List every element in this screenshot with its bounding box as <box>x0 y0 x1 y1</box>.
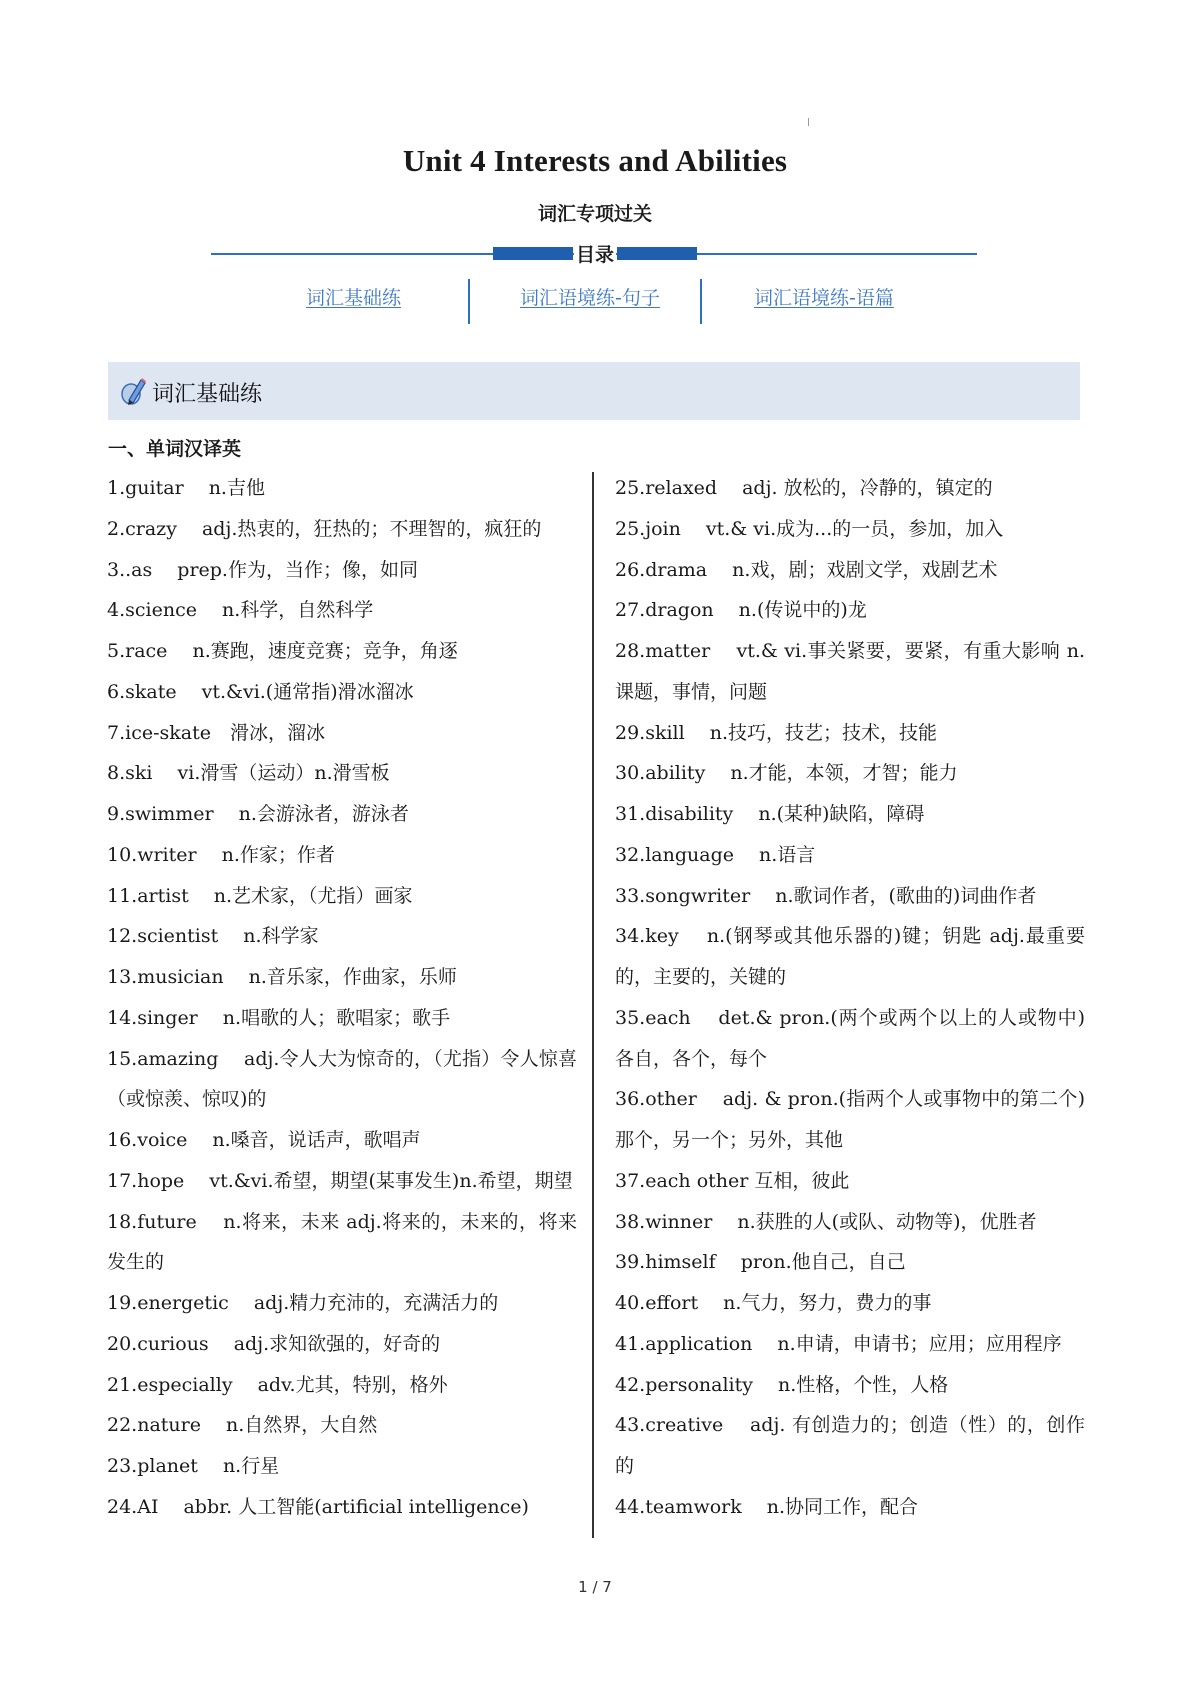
toc-link-basic[interactable]: 词汇基础练 <box>306 287 402 309</box>
vocab-item: 13.musician n.音乐家，作曲家，乐师 <box>107 966 457 988</box>
vocab-item: 41.application n.申请，申请书；应用；应用程序 <box>615 1332 1062 1355</box>
vocab-item: 17.hope vt.&vi.希望，期望(某事发生)n.希望，期望 <box>107 1169 573 1192</box>
vocab-item: 3..as prep.作为，当作；像，如同 <box>107 558 418 581</box>
vocab-item: 40.effort n.气力，努力，费力的事 <box>615 1292 932 1314</box>
vocabulary-list-right <box>615 468 1085 1528</box>
vocab-item: 31.disability n.(某种)缺陷，障碍 <box>615 803 925 825</box>
vocab-item: 20.curious adj.求知欲强的，好奇的 <box>107 1332 441 1355</box>
toc-bar-right <box>617 247 697 260</box>
document-subtitle: 词汇专项过关 <box>537 203 652 225</box>
vocab-item: 18.future n.将来，未来 adj.将来的，未来的，将来发生的 <box>107 1210 577 1274</box>
toc-link-sentence[interactable]: 词汇语境练-句子 <box>520 287 660 309</box>
vocab-item: 15.amazing adj.令人大为惊奇的，（尤指）令人惊喜（或惊羡、惊叹)的 <box>107 1047 577 1111</box>
vocab-item: 23.planet n.行星 <box>107 1455 280 1477</box>
toc-label: 目录 <box>574 240 616 267</box>
vocab-item: 21.especially adv.尤其，特别，格外 <box>107 1373 448 1396</box>
vocab-item: 22.nature n.自然界，大自然 <box>107 1414 378 1437</box>
vocab-item: 8.ski vi.滑雪（运动）n.滑雪板 <box>107 762 390 785</box>
vocab-item: 1.guitar n.吉他 <box>107 477 265 499</box>
vocab-item: 6.skate vt.&vi.(通常指)滑冰溜冰 <box>107 680 414 703</box>
page-mark <box>808 118 809 126</box>
vocab-item: 25.relaxed adj. 放松的，冷静的，镇定的 <box>615 477 993 499</box>
toc-separator <box>700 279 702 324</box>
toc-bar-left <box>493 247 573 260</box>
vocab-item: 44.teamwork n.协同工作，配合 <box>615 1495 919 1518</box>
vocab-item: 30.ability n.才能，本领，才智；能力 <box>615 762 958 785</box>
vocab-item: 36.other adj. & pron.(指两个人或事物中的第二个)那个，另一个；另外，其他 <box>615 1088 1085 1151</box>
vocab-item: 26.drama n.戏，剧；戏剧文学，戏剧艺术 <box>615 558 998 581</box>
document-title: Unit 4 Interests and Abilities <box>402 143 788 178</box>
vocab-item: 10.writer n.作家；作者 <box>107 843 335 866</box>
vocab-item: 9.swimmer n.会游泳者，游泳者 <box>107 803 409 825</box>
vocab-item: 33.songwriter n.歌词作者，(歌曲的)词曲作者 <box>615 884 1037 907</box>
vocab-item: 24.AI abbr. 人工智能(artificial intelligence) <box>107 1495 529 1518</box>
vocab-item: 27.dragon n.(传说中的)龙 <box>615 599 867 622</box>
vocab-item: 16.voice n.嗓音，说话声，歌唱声 <box>107 1129 421 1151</box>
vocab-item: 43.creative adj. 有创造力的；创造（性）的，创作的 <box>615 1414 1085 1477</box>
vocab-item: 5.race n.赛跑，速度竞赛；竞争，角逐 <box>107 640 458 662</box>
page-number: 1 / 7 <box>578 1578 612 1596</box>
vocab-item: 4.science n.科学，自然科学 <box>107 599 374 622</box>
vocab-item: 38.winner n.获胜的人(或队、动物等)，优胜者 <box>615 1210 1037 1233</box>
vocab-item: 2.crazy adj.热衷的，狂热的；不理智的，疯狂的 <box>107 517 542 540</box>
section-banner <box>108 362 1080 420</box>
vocab-item: 11.artist n.艺术家，（尤指）画家 <box>107 884 413 907</box>
vocab-item: 35.each det.& pron.(两个或两个以上的人或物中)各自，各个，每个 <box>615 1006 1085 1070</box>
toc-link-passage[interactable]: 词汇语境练-语篇 <box>754 287 894 309</box>
vocab-item: 29.skill n.技巧，技艺；技术，技能 <box>615 721 938 744</box>
column-divider <box>592 472 594 1538</box>
vocab-item: 14.singer n.唱歌的人；歌唱家；歌手 <box>107 1006 451 1029</box>
vocab-item: 12.scientist n.科学家 <box>107 925 319 948</box>
vocab-item: 19.energetic adj.精力充沛的，充满活力的 <box>107 1292 499 1314</box>
pencil-icon <box>120 376 146 406</box>
vocabulary-list-left <box>107 468 577 1528</box>
vocab-item: 28.matter vt.& vi.事关紧要，要紧，有重大影响 n.课题，事情，问题 <box>615 640 1085 703</box>
vocab-item: 34.key n.(钢琴或其他乐器的)键；钥匙 adj.最重要的，主要的，关键的 <box>615 925 1085 988</box>
section-title: 词汇基础练 <box>152 382 263 407</box>
vocab-item: 25.join vt.& vi.成为...的一员，参加，加入 <box>615 517 1004 540</box>
vocab-item: 39.himself pron.他自己，自己 <box>615 1251 906 1274</box>
part-title: 一、单词汉译英 <box>108 438 242 460</box>
vocab-item: 7.ice-skate 滑冰，溜冰 <box>107 721 325 744</box>
vocab-item: 32.language n.语言 <box>615 843 816 866</box>
toc-separator <box>468 279 470 324</box>
vocab-item: 37.each other 互相，彼此 <box>615 1169 850 1192</box>
vocab-item: 42.personality n.性格，个性，人格 <box>615 1373 949 1396</box>
